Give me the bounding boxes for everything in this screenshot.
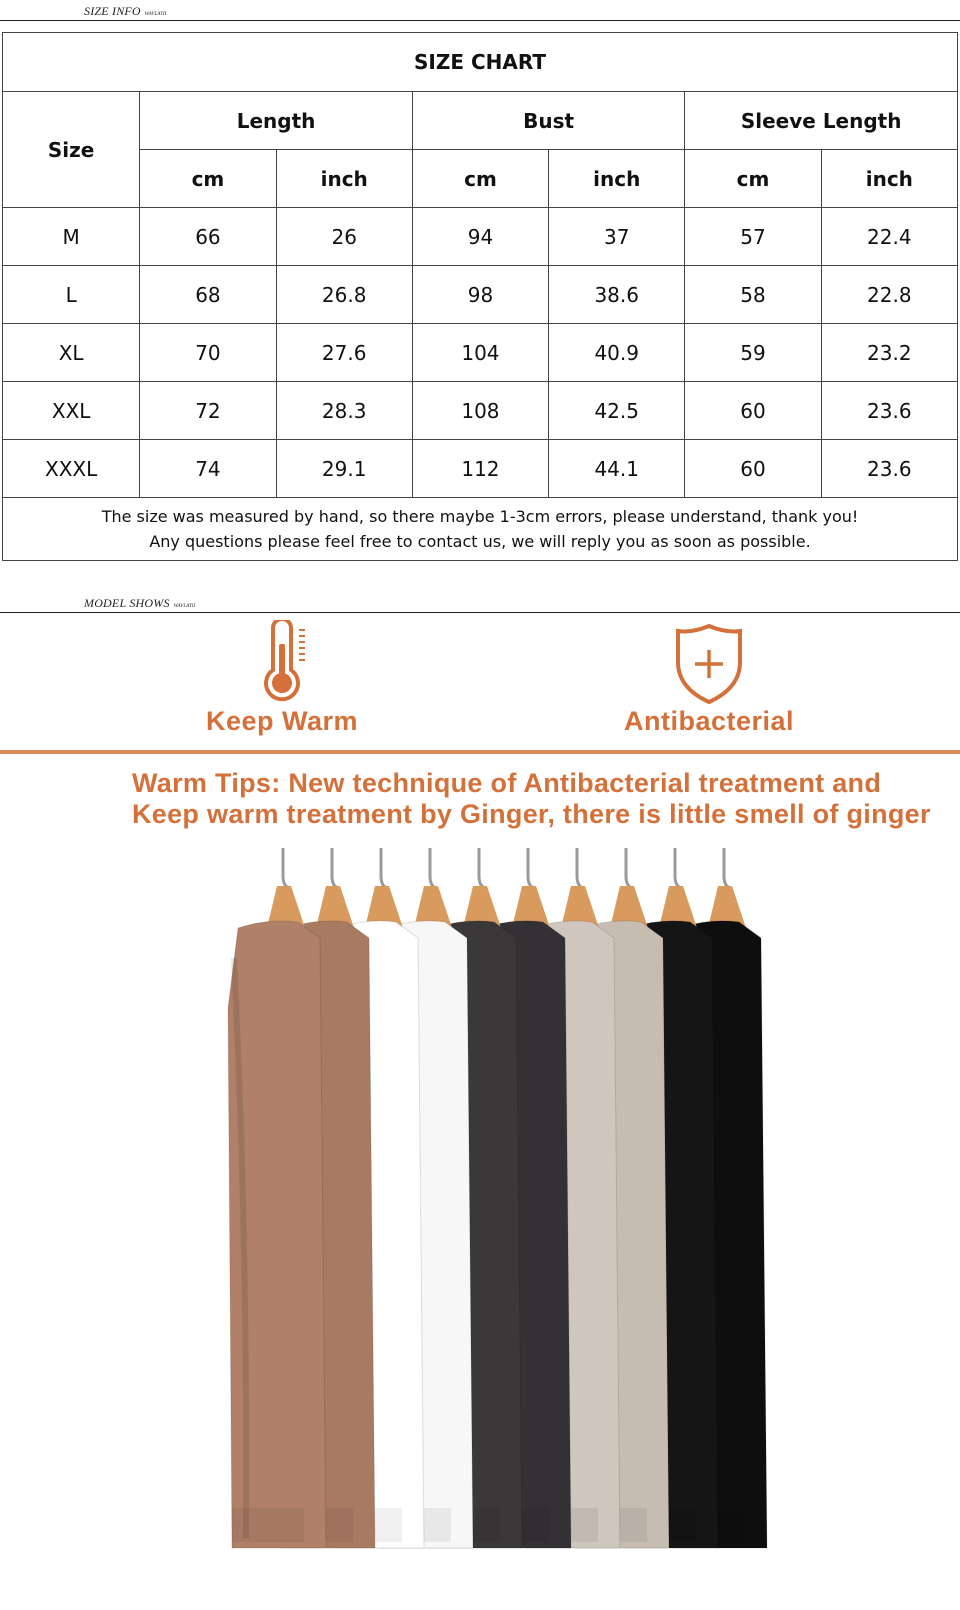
size-cell: XL: [3, 324, 140, 382]
size-info-label: SIZE INFO WAVLATII: [84, 4, 167, 18]
value-cell: 23.6: [821, 382, 957, 440]
model-shows-header: [0, 592, 960, 613]
sleeve-cuff: [232, 1508, 304, 1542]
unit-header: inch: [276, 150, 412, 208]
value-cell: 37: [549, 208, 685, 266]
unit-header: cm: [140, 150, 276, 208]
unit-header: cm: [685, 150, 821, 208]
size-column-header: Size: [3, 92, 140, 208]
note-line: The size was measured by hand, so there maybe 1-3cm errors, please understand, thank you!: [101, 507, 859, 526]
hanger-hook: [724, 848, 730, 888]
value-cell: 26.8: [276, 266, 412, 324]
table-row: [3, 382, 958, 440]
value-cell: 58: [685, 266, 821, 324]
value-cell: 60: [685, 440, 821, 498]
warm-tips: [132, 768, 952, 830]
unit-header: inch: [821, 150, 957, 208]
value-cell: 112: [412, 440, 548, 498]
hanger-hook: [332, 848, 338, 888]
size-cell: XXL: [3, 382, 140, 440]
feature-title: Antibacterial: [623, 706, 795, 736]
value-cell: 59: [685, 324, 821, 382]
size-chart-table: [2, 32, 958, 561]
value-cell: 57: [685, 208, 821, 266]
value-cell: 68: [140, 266, 276, 324]
value-cell: 72: [140, 382, 276, 440]
hanger-hook: [381, 848, 387, 888]
value-cell: 108: [412, 382, 548, 440]
warm-tips-line: Warm Tips: New technique of Antibacterial treatment and: [132, 768, 882, 798]
value-cell: 66: [140, 208, 276, 266]
value-cell: 22.8: [821, 266, 957, 324]
measurement-note: [3, 498, 958, 561]
size-cell: XXXL: [3, 440, 140, 498]
sleeve-length-header: Sleeve Length: [685, 92, 958, 150]
size-chart-title-row: [3, 33, 958, 92]
hanger-hook: [479, 848, 485, 888]
value-cell: 104: [412, 324, 548, 382]
note-line: Any questions please feel free to contact us, we will reply you as soon as possible.: [149, 532, 811, 551]
note-row: [3, 498, 958, 561]
value-cell: 22.4: [821, 208, 957, 266]
unit-header: cm: [412, 150, 548, 208]
value-cell: 38.6: [549, 266, 685, 324]
shirts-on-hangers-photo: [0, 848, 960, 1610]
value-cell: 70: [140, 324, 276, 382]
value-cell: 23.6: [821, 440, 957, 498]
brand-mark: WAVLATII: [144, 12, 167, 17]
value-cell: 74: [140, 440, 276, 498]
value-cell: 44.1: [549, 440, 685, 498]
value-cell: 42.5: [549, 382, 685, 440]
feature-keep-warm: [182, 620, 382, 737]
size-cell: M: [3, 208, 140, 266]
unit-header-row: [3, 150, 958, 208]
value-cell: 23.2: [821, 324, 957, 382]
hanger-hook: [283, 848, 289, 888]
group-header-row: [3, 92, 958, 150]
value-cell: 94: [412, 208, 548, 266]
feature-title: Keep Warm: [205, 706, 359, 736]
value-cell: 28.3: [276, 382, 412, 440]
brand-mark: WAVLATII: [173, 604, 196, 609]
table-row: [3, 324, 958, 382]
thermometer-icon: [247, 620, 317, 706]
length-header: Length: [140, 92, 413, 150]
size-chart-title: SIZE CHART: [3, 33, 958, 92]
value-cell: 98: [412, 266, 548, 324]
hanger-hook: [577, 848, 583, 888]
value-cell: 26: [276, 208, 412, 266]
table-row: [3, 208, 958, 266]
feature-antibacterial: [594, 620, 824, 737]
shirt-group: [228, 848, 767, 1548]
value-cell: 40.9: [549, 324, 685, 382]
value-cell: 60: [685, 382, 821, 440]
hanger-hook: [626, 848, 632, 888]
unit-header: inch: [549, 150, 685, 208]
shield-plus-icon: [674, 620, 744, 706]
bust-header: Bust: [412, 92, 685, 150]
model-shows-label: MODEL SHOWS WAVLATII: [84, 596, 196, 610]
table-row: [3, 266, 958, 324]
orange-divider: [0, 750, 960, 754]
hanger-hook: [675, 848, 681, 888]
size-cell: L: [3, 266, 140, 324]
table-row: [3, 440, 958, 498]
hanger-hook: [528, 848, 534, 888]
warm-tips-line: Keep warm treatment by Ginger, there is little smell of ginger: [132, 799, 931, 829]
value-cell: 27.6: [276, 324, 412, 382]
size-info-header: [0, 0, 960, 21]
hanger-hook: [430, 848, 436, 888]
value-cell: 29.1: [276, 440, 412, 498]
